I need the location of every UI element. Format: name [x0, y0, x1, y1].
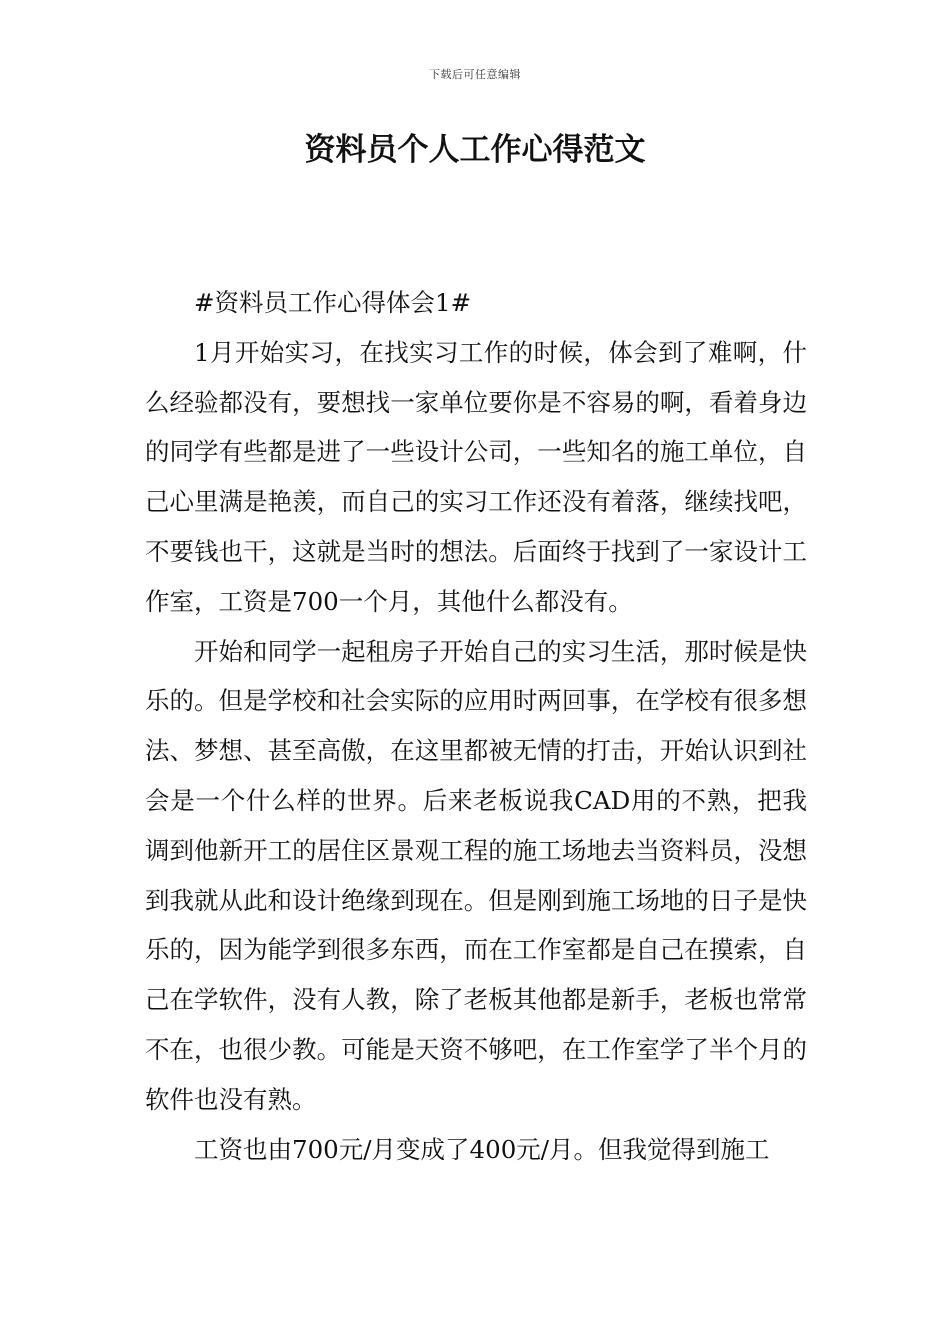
header-note: 下载后可任意编辑 [429, 68, 521, 81]
body-paragraph: 工资也由700元/月变成了400元/月。但我觉得到施工 [194, 1134, 770, 1164]
section-heading: #资料员工作心得体会1# [194, 288, 472, 317]
body-paragraph: 1月开始实习，在找实习工作的时候，体会到了难啊，什么经验都没有，要想找一家单位要你是不容易的啊，看着身边的同学有些都是进了一些设计公司，一些知名的施工单位，自己心里满是艳羡，而自己的实习工作还没有着落，继续找吧，不要钱也干，这就是当时的想法。后面终于找到了一家设计工作室，工资是700一个月，其他什么都没有。 [145, 337, 807, 616]
document-body [145, 278, 807, 1174]
document-title: 资料员个人工作心得范文 [304, 132, 646, 168]
body-paragraph: 开始和同学一起租房子开始自己的实习生活，那时候是快乐的。但是学校和社会实际的应用时两回事，在学校有很多想法、梦想、甚至高傲，在这里都被无情的打击，开始认识到社会是一个什么样的世界。后来老板说我CAD用的不熟，把我调到他新开工的居住区景观工程的施工场地去当资料员，没想到我就从此和设计绝缘到现在。但是刚到施工场地的日子是快乐的，因为能学到很多东西，而在工作室都是自己在摸索，自己在学软件，没有人教，除了老板其他都是新手，老板也常常不在，也很少教。可能是天资不够吧，在工作室学了半个月的软件也没有熟。 [145, 636, 807, 1114]
